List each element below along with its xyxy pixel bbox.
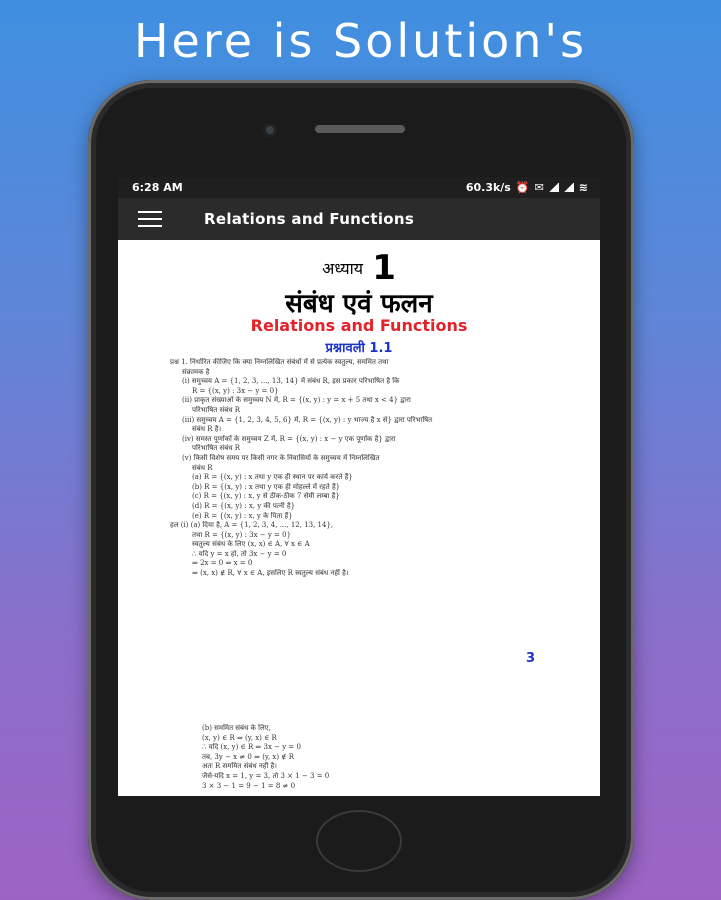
- text-line: (iv) समस्त पूर्णांकों के समुच्चय Z में, R = {(x, y) : x − y एक पूर्णांक है} द्वारा: [182, 434, 396, 443]
- text-line: (iii) समुच्चय A = {1, 2, 3, 4, 5, 6} में, R = {(x, y) : y भाज्य है x से} द्वारा परिभाषित: [182, 415, 433, 424]
- signal-icon: [549, 183, 559, 192]
- front-camera: [263, 123, 277, 137]
- status-bar: [118, 177, 600, 198]
- text-line: (v) किसी विशेष समय पर किसी नगर के निवासियों के समुच्चय में निम्नलिखित: [182, 453, 380, 462]
- text-line: (b) सममित संबंध के लिए,: [202, 724, 271, 732]
- chapter-number: 1: [372, 248, 396, 288]
- text-line: तथा R = {(x, y) : 3x − y = 0}: [192, 530, 292, 539]
- notification-icon: ✉: [534, 181, 544, 194]
- text-line: ⇒ 2x = 0 ⇒ x = 0: [192, 559, 253, 568]
- text-line: परिभाषित संबंध R: [192, 405, 240, 414]
- text-line: स्वतुल्य संबंध के लिए (x, x) ∈ A, ∀ x ∈ A: [192, 540, 310, 549]
- text-line: (a) R = {(x, y) : x तथा y एक ही स्थान पर कार्य करते हैं}: [192, 473, 353, 482]
- earpiece-speaker: [315, 125, 405, 133]
- text-line: संबंध R है।: [192, 425, 222, 434]
- text-line: R = {(x, y) : 3x − y = 0}: [192, 386, 279, 395]
- alarm-icon: ⏰: [515, 181, 530, 194]
- text-line: ∴ यदि (x, y) ∈ R ⇒ 3x − y = 0: [202, 743, 301, 752]
- text-line: ⇒ (x, x) ∉ R, ∀ x ∈ A, इसलिए R स्वतुल्य संबंध नहीं है।: [192, 569, 349, 578]
- text-line: परिभाषित संबंध R: [192, 444, 240, 453]
- text-line: प्रश्न 1. निर्धारित कीजिए कि क्या निम्नलिखित संबंधों में से प्रत्येक स्वतुल्य, सममित तथा: [170, 358, 389, 366]
- app-title: Relations and Functions: [204, 210, 415, 228]
- page-number: 3: [526, 651, 536, 666]
- exercise-title: प्रश्नावली 1.1: [325, 341, 393, 356]
- text-line: ∴ यदि y = x हो, तो 3x − y = 0: [192, 549, 287, 558]
- app-bar: [118, 198, 600, 240]
- status-icons: [466, 181, 588, 194]
- text-line: हल (i) (a) दिया है, A = {1, 2, 3, 4, ..., 12, 13, 14},: [170, 521, 334, 530]
- question-text: [170, 358, 530, 579]
- document-page[interactable]: [118, 240, 600, 796]
- network-speed: 60.3k/s: [465, 181, 511, 194]
- chapter-heading: [118, 248, 600, 288]
- text-line: (d) R = {(x, y) : x, y की पत्नी है}: [192, 501, 296, 510]
- status-time: 6:28 AM: [132, 181, 183, 194]
- phone-screen: [118, 177, 600, 796]
- hamburger-menu-icon[interactable]: [138, 211, 168, 227]
- solution-text: [202, 724, 502, 791]
- signal-icon-2: [564, 183, 574, 192]
- text-line: (b) R = {(x, y) : x तथा y एक ही मोहल्ले में रहते हैं}: [192, 482, 341, 491]
- text-line: 3 × 3 − 1 = 9 − 1 = 8 ≠ 0: [202, 781, 296, 790]
- english-title: Relations and Functions: [250, 316, 468, 335]
- hindi-title: संबंध एवं फलन: [285, 289, 433, 319]
- headline: Here is Solution's: [133, 14, 588, 68]
- wifi-icon: ≋: [578, 181, 588, 194]
- text-line: (i) समुच्चय A = {1, 2, 3, ..., 13, 14} में संबंध R, इस प्रकार परिभाषित है कि: [182, 377, 400, 386]
- text-line: (x, y) ∈ R ⇒ (y, x) ∈ R: [202, 733, 277, 742]
- text-line: (e) R = {(x, y) : x, y के पिता हैं}: [192, 511, 293, 520]
- text-line: संक्रामक है: [182, 367, 210, 376]
- text-line: तब, 3y − x ≠ 0 ⇒ (y, x) ∉ R: [202, 752, 294, 761]
- text-line: (c) R = {(x, y) : x, y से ठीक-ठीक 7 सेमी लम्बा है}: [192, 492, 340, 501]
- text-line: अतः R सममित संबंध नहीं है।: [202, 762, 277, 771]
- chapter-word: अध्याय: [322, 259, 364, 278]
- text-line: (ii) प्राकृत संख्याओं के समुच्चय N में, R = {(x, y) : y = x + 5 तथा x < 4} द्वारा: [182, 396, 411, 405]
- home-button[interactable]: [316, 810, 402, 872]
- text-line: जैसे-यदि x = 1, y = 3, तो 3 × 1 − 3 = 0: [202, 771, 330, 780]
- text-line: संबंध R: [192, 463, 213, 472]
